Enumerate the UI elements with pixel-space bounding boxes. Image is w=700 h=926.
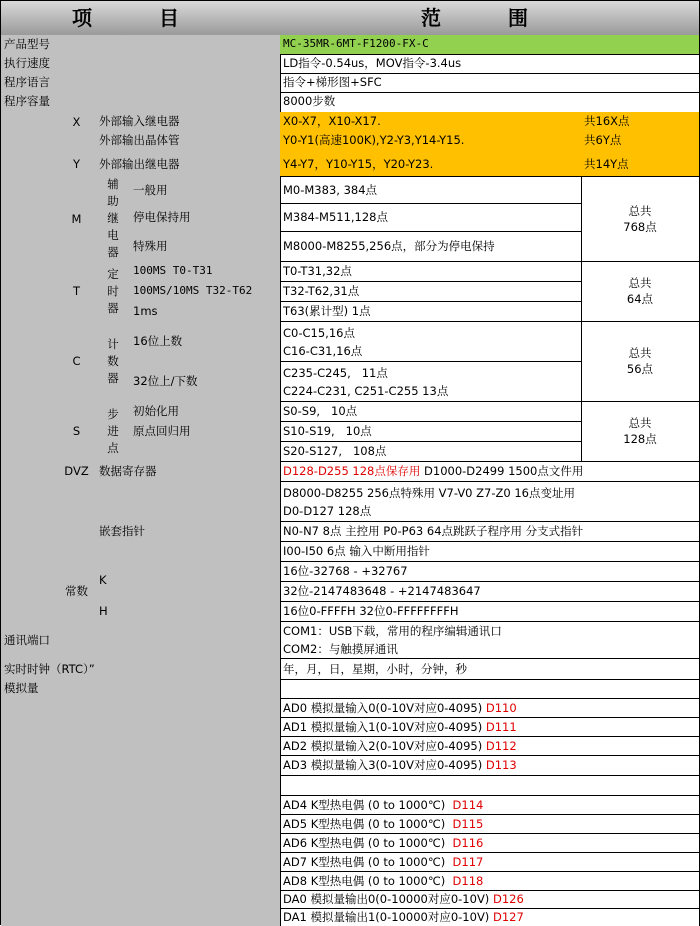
y2-name: 外部输出继电器 (96, 152, 281, 177)
x-letter: X (57, 112, 97, 132)
analog-input (280, 698, 700, 718)
m-row-range: M8000-M8255,256点，部分为停电保持 (280, 231, 582, 262)
thermo-input (280, 871, 700, 891)
c-group-label (96, 321, 131, 402)
s-group-char: 进 (107, 423, 119, 438)
t-row-range: T32-T62,31点 (280, 281, 582, 302)
s-row-name: 初始化用 (130, 401, 281, 422)
analog-input (280, 755, 700, 776)
c-row-name: 16位上数 (130, 321, 281, 362)
m-group-char: 辅 (107, 177, 119, 191)
s-total (581, 401, 700, 462)
m-group-char: 助 (107, 194, 119, 208)
thermo-reg: D118 (452, 873, 484, 888)
d2-letter (57, 481, 97, 522)
nest-name2 (96, 541, 281, 562)
analog-input-reg: D112 (485, 738, 517, 753)
s-letter: S (57, 401, 97, 462)
thermo-input (280, 795, 700, 815)
t-row-range: T0-T31,32点 (280, 261, 582, 282)
x-name: 外部输入继电器 (96, 112, 281, 132)
const-h: H (96, 601, 281, 622)
thermo-reg: D117 (452, 854, 484, 869)
m-row-range: M0-M383, 384点 (280, 176, 582, 204)
io-left-blank (1, 112, 58, 177)
s-group-char: 点 (107, 440, 119, 455)
c-group-char: 数 (107, 353, 119, 368)
thermo-text: AD7 K型热电偶 (0 to 1000℃) (283, 854, 446, 869)
m-total (581, 176, 700, 262)
d-name: 数据寄存器 (96, 461, 281, 482)
language-label: 程序语言 (1, 73, 281, 93)
y2-total: 共14Y点 (581, 152, 700, 177)
thermo-text: AD8 K型热电偶 (0 to 1000℃) (283, 873, 446, 888)
d-left-blank (1, 461, 58, 562)
analog-output-reg: D127 (492, 910, 524, 924)
analog-input-reg: D111 (485, 719, 517, 734)
comm-value (280, 621, 700, 659)
const-k1: 16位-32768 - +32767 (280, 561, 700, 582)
m-letter: M (57, 176, 97, 262)
comm-line: COM2：与触摸屏通讯 (283, 642, 398, 656)
m-group-char: 电 (107, 228, 119, 242)
analog-input-reg: D113 (485, 758, 517, 772)
analog-input-text: AD0 模拟量输入0(0-10V对应0-4095) (283, 700, 483, 715)
thermo-reg: D116 (452, 835, 484, 850)
const-h1: 16位0-FFFFH 32位0-FFFFFFFFH (280, 601, 700, 622)
m-row-name: 特殊用 (130, 231, 281, 262)
y2-range: Y4-Y7，Y10-Y15，Y20-Y23. (280, 152, 582, 177)
model-label: 产品型号 (1, 35, 281, 55)
d2-name (96, 481, 281, 522)
thermo-reg: D115 (452, 816, 484, 831)
thermo-input (280, 814, 700, 834)
m-left-blank (1, 176, 58, 462)
m-row-name: 停电保持用 (130, 203, 281, 232)
d-range-red: D128-D255 128点保存用 (283, 464, 421, 478)
model-value: MC-35MR-6MT-F1200-FX-C (280, 35, 700, 55)
analog-input (280, 736, 700, 756)
c-row-range (280, 321, 582, 362)
d-range (280, 461, 700, 482)
c-group-char: 计 (107, 336, 119, 351)
nest-range1: N0-N7 8点 主控用 P0-P63 64点跳跃子程序用 分支式指针 (280, 521, 700, 542)
d2-range-line: D0-D127 128点 (283, 504, 372, 518)
m-row-name: 一般用 (130, 176, 281, 204)
m-group-label (96, 176, 131, 262)
analog-blank-top (280, 679, 700, 699)
nest-range2: I00-I50 6点 输入中断用指针 (280, 541, 700, 562)
rtc-label: 实时时钟（RTC）” (1, 658, 281, 680)
y1-range: Y0-Y1(高速100K),Y2-Y3,Y14-Y15. (280, 131, 582, 153)
analog-input-text: AD1 模拟量输入1(0-10V对应0-4095) (283, 719, 483, 734)
t-row-name: 100MS/10MS T32-T62 (130, 281, 281, 302)
const-k: K (96, 561, 281, 602)
const-label: 常数 (57, 561, 97, 622)
thermo-text: AD5 K型热电偶 (0 to 1000℃) (283, 816, 446, 831)
s-row-name: 原点回归用 (130, 421, 281, 442)
s-group-label (96, 401, 131, 462)
comm-line: COM1：USB下载，常用的程序编辑通讯口 (283, 624, 502, 638)
analog-label: 模拟量 (1, 679, 281, 926)
thermo-text: AD4 K型热电偶 (0 to 1000℃) (283, 797, 446, 812)
c-range-line: C224-C231, C251-C255 13点 (283, 384, 449, 398)
t-group-char: 器 (107, 300, 119, 315)
d-range-rest: D1000-D2499 1500点文件用 (420, 464, 584, 478)
language-value: 指令+梯形图+SFC (280, 73, 700, 93)
m-group-char: 继 (107, 211, 119, 225)
rtc-value: 年，月，日，星期，小时，分钟，秒 (280, 658, 700, 680)
y1-letter (57, 131, 97, 153)
x-total: 共16X点 (581, 112, 700, 132)
thermo-text: AD6 K型热电偶 (0 to 1000℃) (283, 835, 446, 850)
comm-label: 通讯端口 (1, 621, 281, 659)
speed-label: 执行速度 (1, 54, 281, 74)
m-row-range: M384-M511,128点 (280, 203, 582, 232)
y1-total: 共6Y点 (581, 131, 700, 153)
c-letter: C (57, 321, 97, 402)
t-row-range: T63(累计型) 1点 (280, 301, 582, 322)
thermo-input (280, 852, 700, 872)
t-total-text: 总共 64点 (626, 276, 654, 306)
analog-blank-mid (280, 775, 700, 796)
m-group-char: 器 (107, 245, 119, 259)
m-total-text: 总共 768点 (623, 203, 657, 234)
c-range-line: C0-C15,16点 (283, 326, 355, 340)
nest-name: 嵌套指针 (96, 521, 281, 542)
nest-letter (57, 521, 97, 562)
t-group-label (96, 261, 131, 322)
d2-range (280, 481, 700, 522)
c-range-line: C16-C31,16点 (283, 344, 363, 358)
c-total-text: 总共 56点 (626, 346, 654, 376)
analog-input-text: AD2 模拟量输入2(0-10V对应0-4095) (283, 738, 483, 753)
t-group-char: 定 (107, 266, 119, 281)
t-total (581, 261, 700, 322)
d2-range-line: D8000-D8255 256点特殊用 V7-V0 Z7-Z0 16点变址用 (283, 486, 575, 500)
t-letter: T (57, 261, 97, 322)
analog-output-text: DA1 模拟量输出1(0-10000对应0-10V) (283, 910, 490, 924)
const-left-blank (1, 561, 58, 622)
s-row-range: S10-S19, 10点 (280, 421, 582, 442)
s-row-name (130, 441, 281, 462)
capacity-label: 程序容量 (1, 92, 281, 113)
d-letter: DVZ (57, 461, 97, 482)
analog-input-reg: D110 (485, 700, 517, 715)
y-letter: Y (57, 152, 97, 177)
c-row-range (280, 361, 582, 402)
c-group-char: 器 (107, 370, 119, 385)
t-row-name: 100MS T0-T31 (130, 261, 281, 282)
x-range: X0-X7，X10-X17. (280, 112, 582, 132)
t-group-char: 时 (107, 283, 119, 298)
analog-output (280, 908, 700, 926)
analog-output-text: DA0 模拟量输出0(0-10000对应0-10V) (283, 892, 490, 906)
thermo-reg: D114 (452, 797, 484, 812)
analog-input (280, 717, 700, 737)
s-group-char: 步 (107, 406, 119, 421)
y1-name: 外部输出晶体管 (96, 131, 281, 153)
const-k2: 32位-2147483648 - +2147483647 (280, 581, 700, 602)
analog-output (280, 890, 700, 909)
s-total-text: 总共 128点 (623, 416, 657, 446)
t-row-name: 1ms (130, 301, 281, 322)
speed-value: LD指令-0.54us，MOV指令-3.4us (280, 54, 700, 74)
c-range-line: C235-C245, 11点 (283, 366, 388, 380)
thermo-input (280, 833, 700, 853)
analog-input-text: AD3 模拟量输入3(0-10V对应0-4095) (283, 758, 483, 772)
s-row-range: S20-S127, 108点 (280, 441, 582, 462)
s-row-range: S0-S9, 10点 (280, 401, 582, 422)
analog-output-reg: D126 (492, 892, 524, 906)
header-range: 范 围 (280, 1, 700, 36)
c-total (581, 321, 700, 402)
header-item: 项 目 (1, 1, 281, 36)
capacity-value: 8000步数 (280, 92, 700, 113)
c-row-name: 32位上/下数 (130, 361, 281, 402)
